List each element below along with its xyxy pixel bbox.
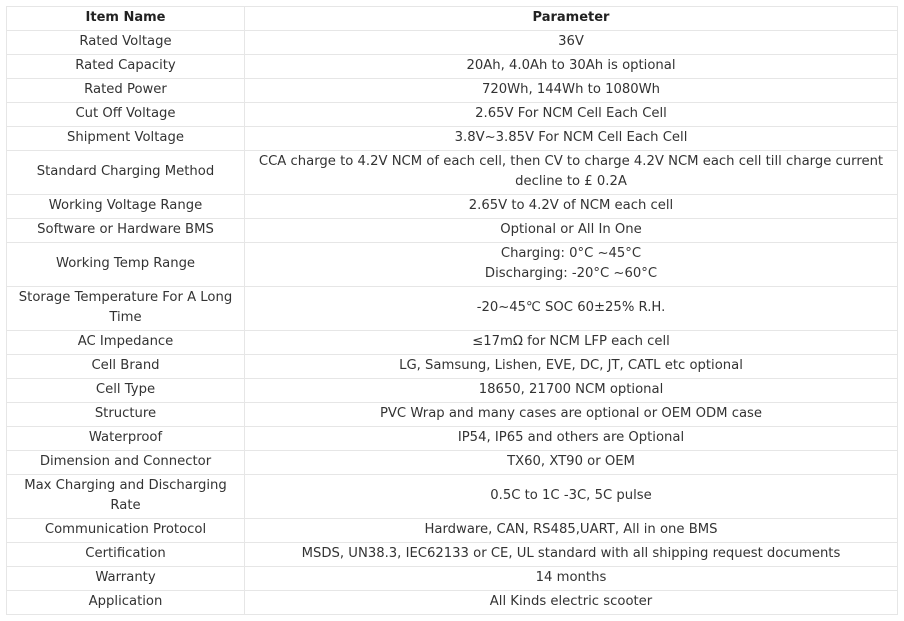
table-header-row [7, 7, 898, 31]
item-name-cell: Rated Voltage [7, 31, 245, 55]
table-row [7, 403, 898, 427]
table-row [7, 451, 898, 475]
item-name-cell: Certification [7, 543, 245, 567]
parameter-line: decline to £ 0.2A [515, 174, 627, 189]
item-name-cell: Working Temp Range [7, 243, 245, 287]
table-row [7, 591, 898, 615]
parameter-cell: 20Ah, 4.0Ah to 30Ah is optional [245, 55, 898, 79]
item-name-line: Time [109, 310, 142, 325]
parameter-cell: Hardware, CAN, RS485,UART, All in one BMS [245, 519, 898, 543]
spec-table [6, 6, 898, 615]
table-row [7, 127, 898, 151]
item-name-cell: Dimension and Connector [7, 451, 245, 475]
parameter-cell: 2.65V For NCM Cell Each Cell [245, 103, 898, 127]
item-name-cell: Cut Off Voltage [7, 103, 245, 127]
parameter-cell: 720Wh, 144Wh to 1080Wh [245, 79, 898, 103]
parameter-cell: IP54, IP65 and others are Optional [245, 427, 898, 451]
item-name-cell: Cell Brand [7, 355, 245, 379]
table-row [7, 543, 898, 567]
parameter-cell: 3.8V~3.85V For NCM Cell Each Cell [245, 127, 898, 151]
table-row [7, 355, 898, 379]
table-row [7, 79, 898, 103]
parameter-cell: 36V [245, 31, 898, 55]
parameter-cell: LG, Samsung, Lishen, EVE, DC, JT, CATL etc optional [245, 355, 898, 379]
table-row [7, 31, 898, 55]
item-name-cell [7, 475, 245, 519]
parameter-cell: 14 months [245, 567, 898, 591]
parameter-cell: MSDS, UN38.3, IEC62133 or CE, UL standard with all shipping request documents [245, 543, 898, 567]
parameter-line: Charging: 0°C ~45°C [500, 246, 642, 261]
item-name-cell: Working Voltage Range [7, 195, 245, 219]
table-row [7, 519, 898, 543]
parameter-cell: -20~45℃ SOC 60±25% R.H. [245, 287, 898, 331]
item-name-cell [7, 287, 245, 331]
table-row [7, 55, 898, 79]
parameter-cell: 0.5C to 1C -3C, 5C pulse [245, 475, 898, 519]
header-parameter: Parameter [245, 7, 898, 31]
item-name-cell: Cell Type [7, 379, 245, 403]
parameter-cell [245, 243, 898, 287]
parameter-cell: TX60, XT90 or OEM [245, 451, 898, 475]
table-row [7, 243, 898, 287]
item-name-line: Rate [110, 498, 141, 513]
table-row [7, 151, 898, 195]
spec-table-container [6, 6, 897, 615]
table-row [7, 331, 898, 355]
item-name-cell: Rated Power [7, 79, 245, 103]
item-name-line: Storage Temperature For A Long [18, 290, 233, 305]
table-row [7, 475, 898, 519]
table-row [7, 287, 898, 331]
item-name-cell: Rated Capacity [7, 55, 245, 79]
item-name-cell: Communication Protocol [7, 519, 245, 543]
parameter-cell: 2.65V to 4.2V of NCM each cell [245, 195, 898, 219]
item-name-cell: Application [7, 591, 245, 615]
item-name-cell: Warranty [7, 567, 245, 591]
parameter-cell [245, 151, 898, 195]
parameter-cell: PVC Wrap and many cases are optional or OEM ODM case [245, 403, 898, 427]
table-row [7, 195, 898, 219]
table-row [7, 567, 898, 591]
header-item-name: Item Name [7, 7, 245, 31]
table-row [7, 103, 898, 127]
parameter-cell: ≤17mΩ for NCM LFP each cell [245, 331, 898, 355]
parameter-line: Discharging: -20°C ~60°C [484, 266, 658, 281]
item-name-cell: AC Impedance [7, 331, 245, 355]
item-name-cell: Standard Charging Method [7, 151, 245, 195]
parameter-cell: All Kinds electric scooter [245, 591, 898, 615]
item-name-cell: Waterproof [7, 427, 245, 451]
parameter-line: CCA charge to 4.2V NCM of each cell, then CV to charge 4.2V NCM each cell till charge current [258, 154, 884, 169]
item-name-line: Max Charging and Discharging [24, 478, 227, 493]
table-row [7, 379, 898, 403]
table-row [7, 427, 898, 451]
table-row [7, 219, 898, 243]
item-name-cell: Shipment Voltage [7, 127, 245, 151]
item-name-cell: Software or Hardware BMS [7, 219, 245, 243]
parameter-cell: 18650, 21700 NCM optional [245, 379, 898, 403]
parameter-cell: Optional or All In One [245, 219, 898, 243]
item-name-cell: Structure [7, 403, 245, 427]
